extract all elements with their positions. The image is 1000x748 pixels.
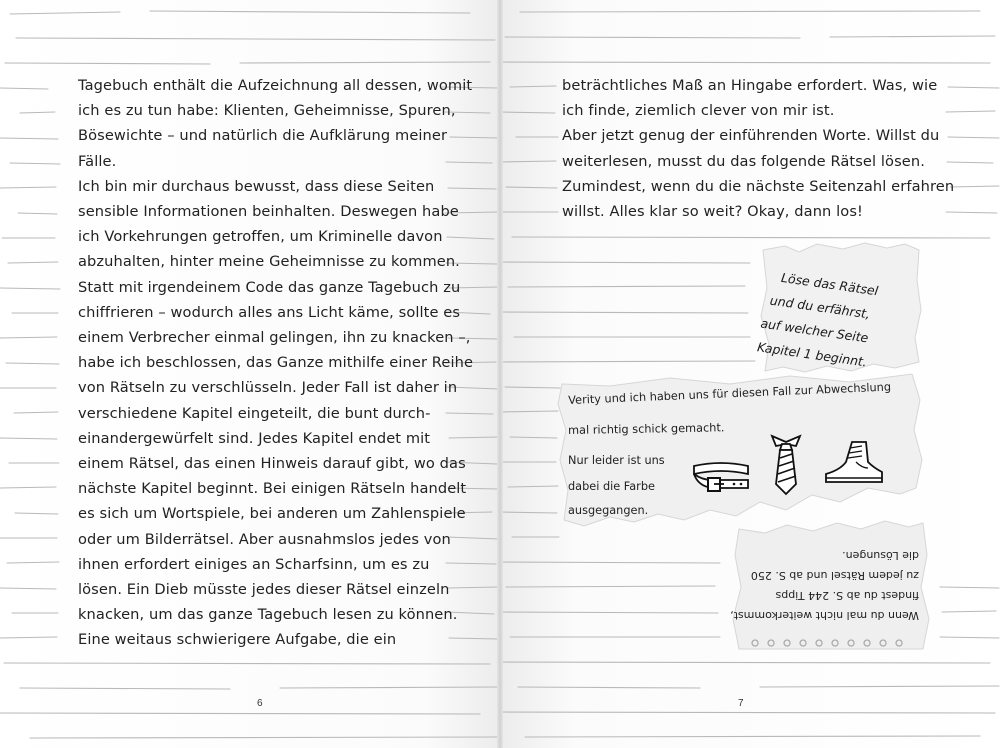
puzzle-line-2: mal richtig schick gemacht.	[568, 421, 725, 437]
right-page	[500, 0, 1000, 748]
note-line: Kapitel 1 beginnt.	[756, 339, 868, 370]
text-line: Zumindest, wenn du die nächste Seitenzahl erfahren	[562, 177, 955, 195]
text-line: von Rätseln zu verschlüsseln. Jeder Fall ist daher in	[78, 379, 458, 397]
text-line: weiterlesen, musst du das folgende Rätsel lösen.	[562, 152, 925, 170]
text-line: ich Vorkehrungen getroffen, um Kriminelle davon	[78, 228, 443, 246]
text-line: willst. Alles klar so weit? Okay, dann los!	[562, 203, 863, 221]
page-number-left: 6	[257, 698, 263, 709]
page-number-right: 7	[738, 698, 744, 709]
left-body-text	[78, 73, 473, 653]
text-line: Bösewichte – und natürlich die Aufklärung meiner	[78, 127, 448, 145]
note-line: auf welcher Seite	[759, 315, 870, 346]
text-line: Ich bin mir durchaus bewusst, dass diese Seiten	[78, 177, 435, 195]
text-line: einem Rätsel, das einen Hinweis darauf gibt, wo das	[78, 455, 466, 473]
hint-note	[725, 515, 935, 660]
hint-line: zu jedem Rätsel und ab S. 250	[750, 569, 919, 582]
sneaker-icon	[822, 438, 886, 492]
hint-line: Wenn du mal nicht weiterkommst,	[730, 609, 919, 622]
text-line: lösen. Ein Dieb müsste jedes dieser Rätsel einzeln	[78, 581, 450, 599]
belt-icon	[690, 460, 752, 494]
text-line: Eine weitaus schwierigere Aufgabe, die ein	[78, 631, 397, 649]
hint-line: die Lösungen.	[842, 549, 919, 562]
text-line: ich es zu tun habe: Klienten, Geheimnisse, Spuren,	[78, 102, 456, 120]
text-line: einandergewürfelt sind. Jedes Kapitel endet mit	[78, 429, 431, 447]
note-handwriting	[756, 264, 880, 375]
puzzle-line-4: dabei die Farbe	[568, 480, 655, 493]
right-body-text	[562, 73, 954, 224]
text-line: Tagebuch enthält die Aufzeichnung all dessen, womit	[78, 77, 473, 94]
text-line: verschiedene Kapitel eingeteilt, die bunt durch-	[78, 404, 431, 422]
text-line: beträchtliches Maß an Hingabe erfordert. Was, wie	[562, 77, 938, 94]
text-line: habe ich beschlossen, das Ganze mithilfe einer Reihe	[78, 354, 474, 372]
text-line: sensible Informationen beinhalten. Deswegen habe	[78, 203, 459, 221]
text-line: oder um Bilderrätsel. Aber ausnahmslos jedes von	[78, 530, 451, 548]
text-line: Aber jetzt genug der einführenden Worte. Willst du	[562, 127, 940, 145]
text-line: einem Verbrecher einmal gelingen, ihn zu knacken –,	[78, 329, 471, 347]
text-line: chiffrieren – wodurch alles ans Licht käme, sollte es	[78, 303, 461, 321]
puzzle-line-3: Nur leider ist uns	[568, 454, 665, 467]
text-line: Fälle.	[78, 152, 117, 170]
text-line: ich finde, ziemlich clever von mir ist.	[562, 102, 835, 120]
handwritten-note	[755, 240, 925, 375]
puzzle-line-5: ausgegangen.	[568, 504, 649, 517]
text-line: es sich um Wortspiele, bei anderen um Zahlenspiele	[78, 505, 466, 523]
text-line: abzuhalten, hinter meine Geheimnisse zu kommen.	[78, 253, 460, 271]
text-line: nächste Kapitel beginnt. Bei einigen Rätseln handelt	[78, 480, 467, 498]
book-gutter	[497, 0, 503, 748]
upside-down-hint-text	[730, 535, 919, 625]
note-line: und du erfährst,	[768, 292, 871, 322]
puzzle-line-1: Verity und ich haben uns für diesen Fall zur Abwechslung	[568, 380, 892, 407]
tie-icon	[768, 432, 804, 498]
text-line: knacken, um das ganze Tagebuch lesen zu können.	[78, 606, 458, 624]
note-line: Löse das Rätsel	[780, 269, 880, 299]
text-line: ihnen erfordert einiges an Scharfsinn, um es zu	[78, 555, 430, 573]
text-line: Statt mit irgendeinem Code das ganze Tagebuch zu	[78, 278, 461, 296]
hint-line: findest du ab S. 244 Tipps	[775, 589, 919, 602]
